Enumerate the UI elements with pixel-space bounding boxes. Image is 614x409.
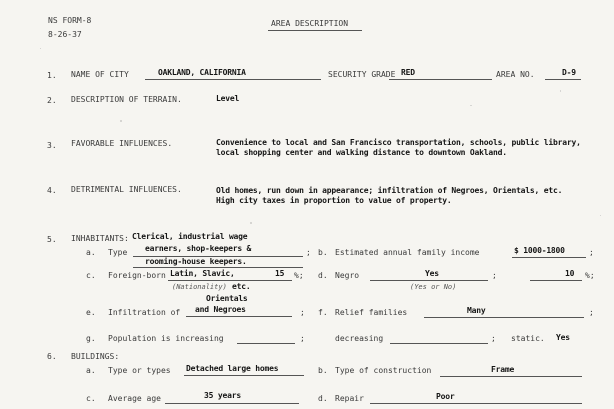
foreign-born-line [168, 280, 292, 281]
foreign-c-letter: c. [86, 271, 96, 280]
population-increasing-semicolon: ; [300, 334, 305, 343]
city-name-label: NAME OF CITY [71, 70, 129, 79]
infiltration-e-letter: e. [86, 308, 96, 317]
income-line [512, 257, 586, 258]
average-age-value: 35 years [204, 391, 241, 400]
foreign-born-etc: etc. [232, 282, 251, 291]
item-number-2: 2. [47, 96, 57, 105]
security-grade-value: RED [401, 68, 415, 77]
building-type-label: Type or types [108, 366, 171, 375]
area-number-line [545, 79, 581, 80]
building-type-line [184, 375, 304, 376]
negro-line [370, 280, 488, 281]
income-b-letter: b. [318, 248, 328, 257]
scan-speck [600, 215, 601, 216]
negro-value: Yes [425, 269, 439, 278]
relief-semicolon: ; [589, 308, 594, 317]
inhabitants-type-label: Type [108, 248, 128, 257]
infiltration-value-line2: and Negroes [195, 305, 246, 314]
buildings-a-letter: a. [86, 366, 96, 375]
population-decreasing-line [390, 343, 488, 344]
negro-label: Negro [335, 271, 360, 280]
security-grade-label: SECURITY GRADE [328, 70, 396, 79]
form-number: NS FORM-8 [48, 16, 92, 25]
foreign-born-percent: 15 [275, 269, 285, 278]
inhabitants-a-letter: a. [86, 248, 96, 257]
population-increasing-line [237, 343, 295, 344]
detrimental-influences-label: DETRIMENTAL INFLUENCES. [71, 185, 182, 194]
favorable-influences-text: Convenience to local and San Francisco transportation, schools, public library, local shopping center and walking distance to downtown Oakland. [216, 138, 581, 157]
item-number-4: 4. [47, 186, 57, 195]
population-g-letter: g. [86, 334, 96, 343]
city-name-value: OAKLAND, CALIFORNIA [158, 68, 246, 77]
building-type-value: Detached large homes [186, 364, 279, 373]
negro-percent-line [530, 280, 582, 281]
inhabitants-type-line2: earners, shop-keepers & [145, 244, 252, 253]
city-name-line [145, 79, 321, 80]
construction-label: Type of construction [335, 366, 432, 375]
infiltration-line [186, 316, 292, 317]
population-static-value: Yes [556, 333, 570, 342]
construction-line [440, 376, 582, 377]
yes-or-no-caption: (Yes or No) [410, 283, 457, 291]
buildings-label: BUILDINGS: [71, 352, 120, 361]
buildings-b-letter: b. [318, 366, 328, 375]
negro-pct-sign: %; [585, 271, 595, 280]
detrimental-influences-text: Old homes, run down in appearance; infiltration of Negroes, Orientals, etc. High city taxes in proportion to value of property. [216, 186, 563, 205]
infiltration-semicolon: ; [300, 308, 305, 317]
negro-d-letter: d. [318, 271, 328, 280]
foreign-born-value: Latin, Slavic, [170, 269, 235, 278]
negro-percent: 10 [565, 269, 575, 278]
scan-speck [470, 105, 472, 106]
population-static-label: static. [511, 334, 545, 343]
area-number-value: D-9 [562, 68, 576, 77]
relief-f-letter: f. [318, 308, 328, 317]
foreign-born-pct-sign: %; [294, 271, 304, 280]
item-number-5: 5. [47, 235, 57, 244]
security-grade-line [389, 79, 492, 80]
title-underline [268, 30, 362, 31]
inhabitants-type-underline-2 [133, 267, 303, 268]
inhabitants-label: INHABITANTS: [71, 234, 129, 243]
scan-speck [250, 222, 252, 224]
population-increasing-label: Population is increasing [108, 334, 224, 343]
area-number-label: AREA NO. [496, 70, 535, 79]
favorable-influences-label: FAVORABLE INFLUENCES. [71, 139, 173, 148]
population-decreasing-semicolon: ; [491, 334, 496, 343]
inhabitants-type-semicolon: ; [306, 248, 311, 257]
repair-label: Repair [335, 394, 364, 403]
scan-speck [40, 48, 41, 49]
income-value: $ 1000-1800 [514, 246, 565, 255]
scan-speck [560, 90, 561, 92]
repair-line [370, 403, 582, 404]
inhabitants-type-line1: Clerical, industrial wage [132, 232, 248, 241]
relief-families-value: Many [467, 306, 486, 315]
item-number-6: 6. [47, 352, 57, 361]
item-number-1: 1. [47, 71, 57, 80]
negro-semicolon: ; [492, 271, 497, 280]
terrain-label: DESCRIPTION OF TERRAIN. [71, 95, 182, 104]
page-title: AREA DESCRIPTION [271, 19, 349, 28]
income-semicolon: ; [589, 248, 594, 257]
infiltration-label: Infiltration of [108, 308, 181, 317]
scan-speck [120, 120, 122, 122]
buildings-c-letter: c. [86, 394, 96, 403]
nationality-caption: (Nationality) [172, 283, 227, 291]
repair-value: Poor [436, 392, 455, 401]
foreign-born-label: Foreign-born [108, 271, 166, 280]
population-decreasing-label: decreasing [335, 334, 384, 343]
relief-families-line [424, 317, 584, 318]
inhabitants-type-line3: rooming-house keepers. [145, 257, 247, 266]
form-date: 8-26-37 [48, 30, 82, 39]
buildings-d-letter: d. [318, 394, 328, 403]
average-age-line [165, 403, 299, 404]
item-number-3: 3. [47, 141, 57, 150]
terrain-value: Level [216, 94, 240, 103]
infiltration-value-line1: Orientals [206, 294, 248, 303]
construction-value: Frame [491, 365, 515, 374]
income-label: Estimated annual family income [335, 248, 480, 257]
relief-families-label: Relief families [335, 308, 408, 317]
average-age-label: Average age [108, 394, 161, 403]
